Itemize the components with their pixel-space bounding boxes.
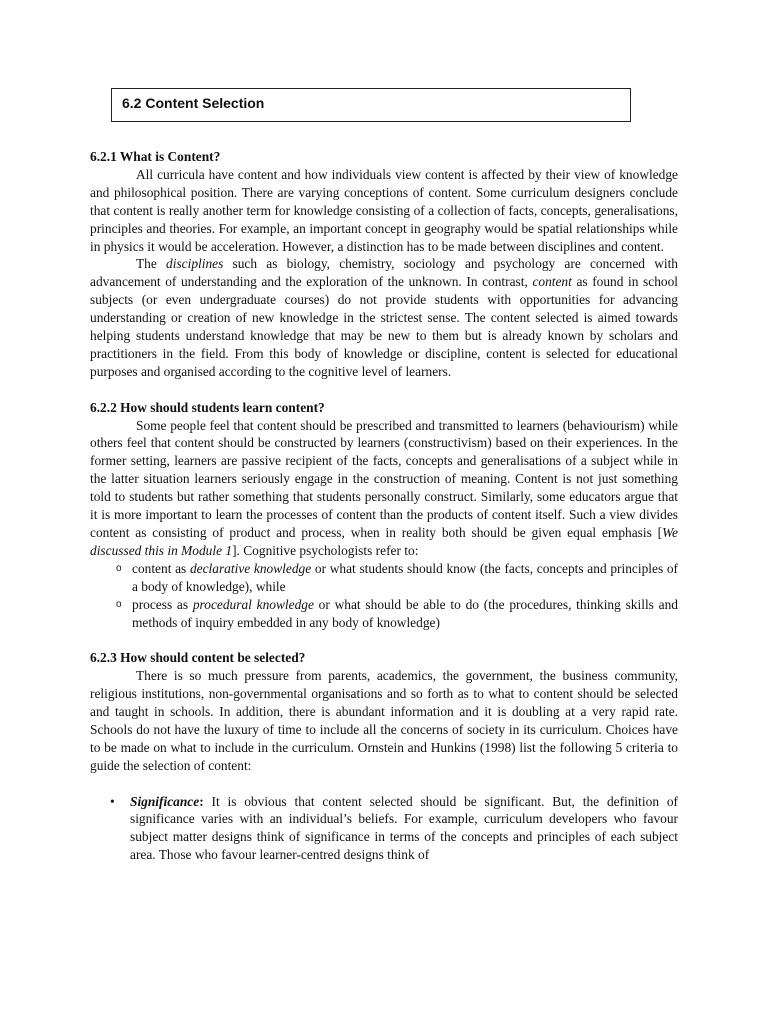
paragraph: There is so much pressure from parents, academics, the government, the business community, religious institutions, non-governmental organisations and so forth as to what to content should be selected and taught in schools. In addition, there is abundant information and it is doubling at a very rapid rate. Schools do not have the luxury of time to include all the concerns of society in its curriculum. Choices have to be made on what to include in the curriculum. Ornstein and Hunkins (1998) list the following 5 criteria to guide the selection of content: <box>90 668 678 773</box>
spacer <box>90 381 678 399</box>
section-title: 6.2 Content Selection <box>122 95 265 111</box>
paragraph: Some people feel that content should be prescribed and transmitted to learners (behaviourism) while others feel that content should be constructed by learners (constructivism) based on their experiences. In the former setting, learners are passive recipient of the facts, concepts and generalisations of a subject while in the latter situation learners seriously engage in the construction of meaning. Content is not just something told to students but rather something that students personally construct. Similarly, some educators argue that it is more important to learn the processes of content than the products of content itself. Such a view divides content as consisting of product and process, when in reality both should be given equal emphasis [We discussed this in Module 1]. Cognitive psychologists refer to: <box>90 417 678 558</box>
section-title-box <box>111 88 631 122</box>
dot-bullet-icon: • <box>110 793 115 809</box>
document-body <box>90 148 678 864</box>
heading-how-learn-content: 6.2.2 How should students learn content? <box>90 399 325 415</box>
list-item: o process as procedural knowledge or what should be able to do (the procedures, thinking skills and methods of inquiry embedded in any body of knowledge) <box>116 596 678 630</box>
heading-what-is-content: 6.2.1 What is Content? <box>90 149 221 164</box>
criterion-label: Significance <box>130 793 200 809</box>
circle-bullet-icon: o <box>116 562 122 574</box>
heading-how-select-content: 6.2.3 How should content be selected? <box>90 650 306 666</box>
circle-bullet-icon: o <box>116 598 122 610</box>
criteria-list <box>90 793 678 865</box>
paragraph: All curricula have content and how individuals view content is affected by their view of knowledge and philosophical position. There are varying conceptions of content. Some curriculum designers conclude that content is really another term for knowledge consisting of a collection of facts, concepts, generalisations, principles and theories. For example, an important concept in geography would be spatial relationships while in physics it would be acceleration. However, a distinction has to be made between disciplines and content. <box>90 166 678 254</box>
spacer <box>90 775 678 793</box>
list-item: • Significance: It is obvious that content selected should be significant. But, the definition of significance varies with an individual’s beliefs. For example, curriculum developers who favour subject matter designs think of significance in terms of the concepts and principles of each subject area. Those who favour learner-centred designs think of <box>110 793 678 863</box>
list-item: o content as declarative knowledge or what students should know (the facts, concepts and principles of a body of knowledge), while <box>116 560 679 594</box>
spacer <box>90 631 678 649</box>
paragraph: The disciplines such as biology, chemistry, sociology and psychology are concerned with advancement of understanding and the exploration of the unknown. In contrast, content as found in school subjects (or even undergraduate courses) do not provide students with opportunities for advancing understanding or creation of new knowledge in the strictest sense. The content selected is aimed towards helping students understand knowledge that may be new to them but is already known by scholars and practitioners in the field. From this body of knowledge or discipline, content is selected for educational purposes and organised according to the cognitive level of learners. <box>90 256 679 379</box>
knowledge-types-list <box>90 560 678 632</box>
